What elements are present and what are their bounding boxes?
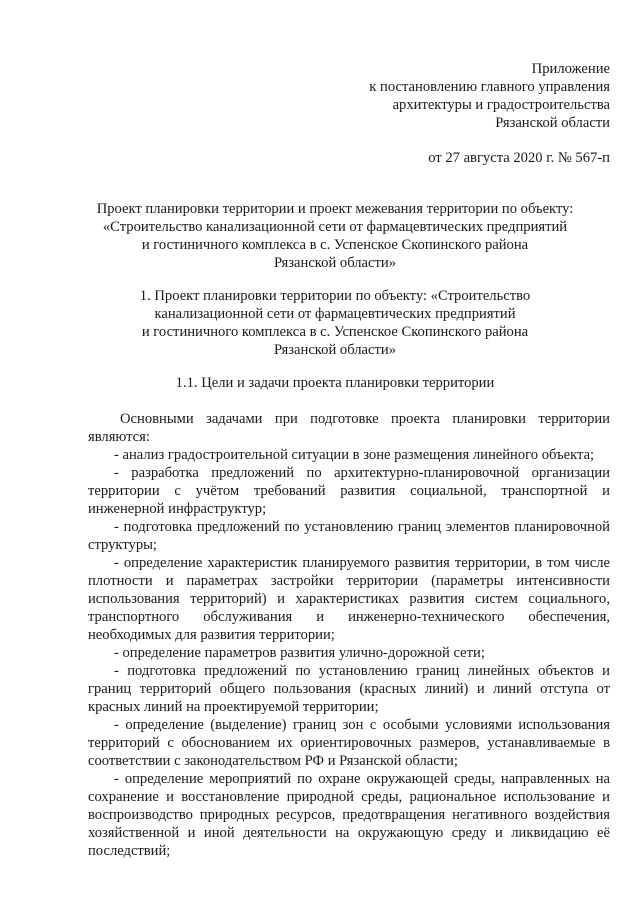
annex-line: к постановлению главного управления	[369, 79, 610, 95]
task-item: - подготовка предложений по установлению границ линейных объектов и границ территорий общего пользования (красных линий) и линий отступа от красных линий на проектируемой территории;	[88, 663, 610, 715]
task-item: - разработка предложений по архитектурно-планировочной организации территории с учётом требований развития социальной, транспортной и инженерной инфраструктур;	[88, 465, 610, 517]
annex-line: архитектуры и градостроительства	[392, 97, 610, 113]
task-item: - подготовка предложений по установлению границ элементов планировочной структуры;	[88, 519, 610, 553]
project-title-line: «Строительство канализационной сети от фармацевтических предприятий	[102, 219, 568, 235]
task-item: - анализ градостроительной ситуации в зоне размещения линейного объекта;	[114, 447, 595, 463]
task-item: - определение характеристик планируемого развития территории, в том числе плотности и параметрах застройки территории (параметры интенсивности использования территорий) и характеристиках развития систем социального, транспортного обслуживания и инженерно-технического обеспечения, необходимых для развития территории;	[88, 555, 610, 643]
body-text	[88, 410, 610, 860]
project-title-line: Рязанской области»	[274, 255, 396, 271]
project-title-line: и гостиничного комплекса в с. Успенское Скопинского района	[141, 237, 529, 253]
annex-block	[369, 60, 610, 167]
section-title-line: канализационной сети от фармацевтических предприятий	[154, 306, 516, 322]
resolution-date: от 27 августа 2020 г. № 567-п	[428, 150, 610, 166]
section-1-title	[60, 287, 610, 359]
section-title-line: Рязанской области»	[274, 342, 396, 358]
subsection-title-text: 1.1. Цели и задачи проекта планировки территории	[175, 375, 495, 391]
section-title-line: 1. Проект планировки территории по объекту: «Строительство	[139, 288, 531, 304]
project-title	[60, 200, 610, 272]
annex-line: Приложение	[531, 61, 610, 77]
task-item: - определение мероприятий по охране окружающей среды, направленных на сохранение и восстановление природной среды, рациональное использование и воспроизводство природных ресурсов, предотвращения негативного воздействия хозяйственной и иной деятельности на окружающую среду и ликвидацию её последствий;	[88, 771, 610, 859]
annex-line: Рязанской области	[495, 115, 610, 131]
subsection-title	[60, 374, 610, 392]
section-title-line: и гостиничного комплекса в с. Успенское Скопинского района	[141, 324, 529, 340]
task-item: - определение (выделение) границ зон с особыми условиями использования территорий с обоснованием их ориентировочных размеров, устанавливаемые в соответствии с законодательством РФ и Рязанской области;	[88, 717, 610, 769]
project-title-line: Проект планировки территории и проект межевания территории по объекту:	[96, 201, 574, 217]
intro-paragraph: Основными задачами при подготовке проекта планировки территории являются:	[88, 411, 610, 445]
task-item: - определение параметров развития улично-дорожной сети;	[114, 645, 485, 661]
